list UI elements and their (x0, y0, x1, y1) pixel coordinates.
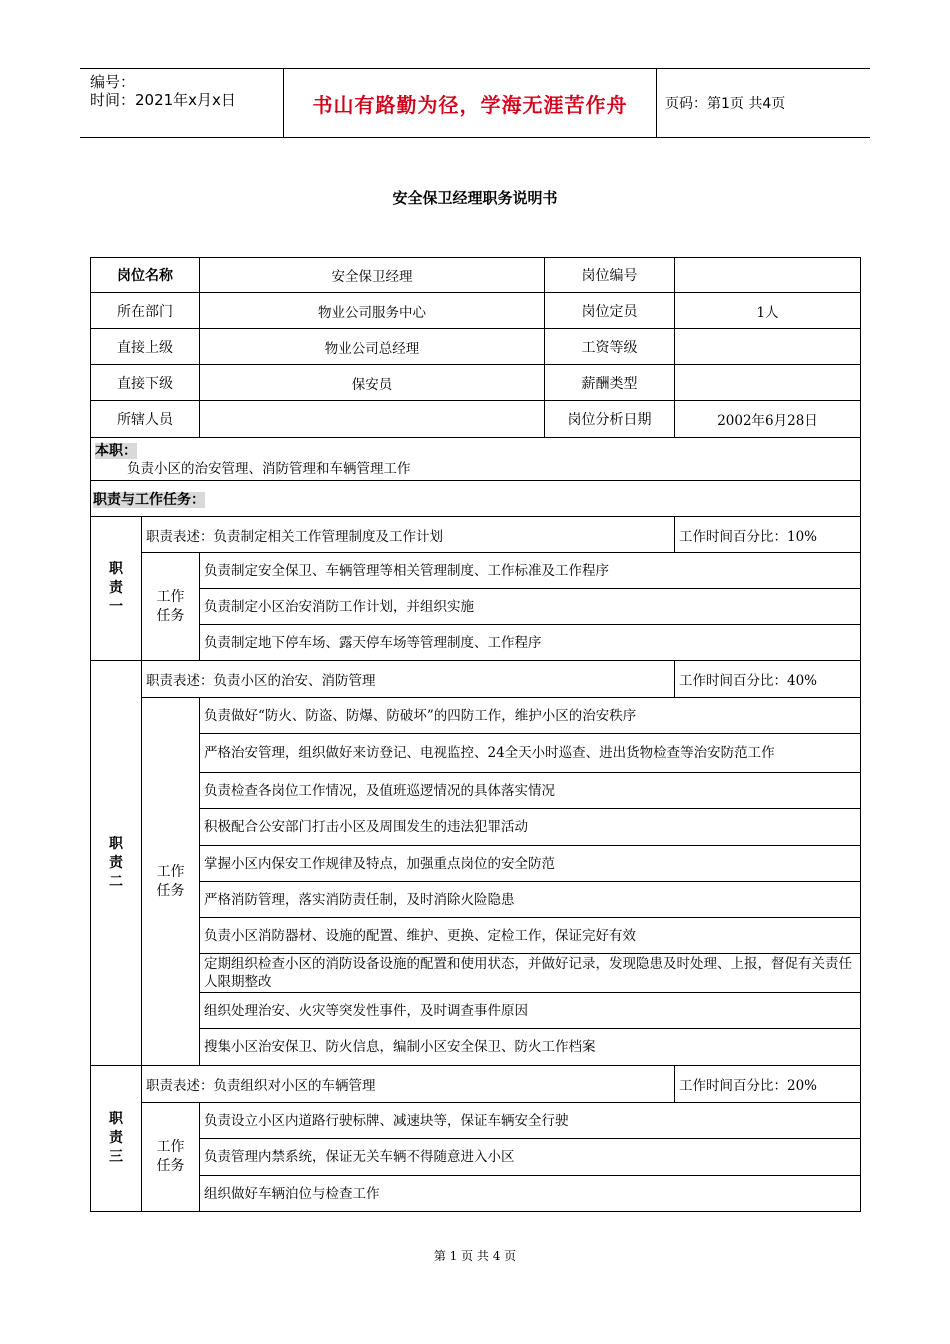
task-text: 负责管理内禁系统，保证无关车辆不得随意进入小区 (200, 1139, 861, 1176)
position-name-label: 岗位名称 (91, 258, 200, 293)
duty-description-prefix: 职责表述： (146, 673, 214, 689)
task-row (91, 698, 861, 734)
task-row (91, 882, 861, 918)
duties-body (91, 517, 861, 1212)
duty-description (142, 1066, 675, 1103)
time-percent-prefix: 工作时间百分比： (679, 1078, 787, 1094)
task-row (91, 846, 861, 882)
pay-type-label: 薪酬类型 (545, 365, 675, 401)
task-row (91, 1103, 861, 1139)
duty-description-prefix: 职责表述： (146, 528, 214, 545)
duty-description (142, 661, 675, 698)
task-text: 积极配合公安部门打击小区及周围发生的违法犯罪活动 (200, 809, 861, 846)
duties-section-row (91, 481, 861, 517)
superior-label: 直接上级 (91, 329, 200, 365)
duty-time-percent (675, 517, 861, 553)
task-text: 组织做好车辆泊位与检查工作 (200, 1176, 861, 1212)
number-label: 编号： (90, 73, 136, 91)
core-duty-text: 负责小区的治安管理、消防管理和车辆管理工作 (127, 461, 411, 477)
salary-grade-value (675, 329, 861, 365)
duty-description-text: 负责小区的治安、消防管理 (213, 673, 376, 689)
subordinate-label: 直接下级 (91, 365, 200, 401)
task-row (91, 1029, 861, 1066)
task-row (91, 993, 861, 1029)
header-page-label: 页码：第1页 共4页 (665, 96, 786, 112)
duty-name (91, 517, 142, 661)
duty-description-text: 负责组织对小区的车辆管理 (213, 1078, 376, 1094)
task-text: 负责做好“防火、防盗、防爆、防破坏”的四防工作，维护小区的治安秩序 (200, 698, 861, 734)
duty-desc-row (91, 661, 861, 698)
duty-name (91, 1066, 142, 1212)
task-label (142, 698, 200, 1066)
document-title: 安全保卫经理职务说明书 (392, 189, 558, 207)
time-percent-value: 10% (787, 528, 818, 545)
page-header (80, 68, 870, 138)
staff-value (200, 401, 545, 438)
time-percent-prefix: 工作时间百分比： (679, 528, 787, 545)
duty-time-percent (675, 1066, 861, 1103)
duty-name-text: 职责三 (109, 1111, 123, 1165)
task-label (142, 553, 200, 661)
task-text: 负责检查各岗位工作情况，及值班巡逻情况的具体落实情况 (200, 773, 861, 809)
info-row (91, 258, 861, 293)
task-text: 严格治安管理，组织做好来访登记、电视监控、24全天小时巡查、进出货物检查等治安防范工作 (200, 734, 861, 773)
core-duty-cell (91, 438, 861, 481)
task-row (91, 625, 861, 661)
task-text: 负责制定小区治安消防工作计划，并组织实施 (200, 589, 861, 625)
task-text: 定期组织检查小区的消防设备设施的配置和使用状态，并做好记录，发现隐患及时处理、上报，督促有关责任人限期整改 (200, 954, 861, 993)
task-row (91, 1139, 861, 1176)
task-row (91, 734, 861, 773)
duty-description-prefix: 职责表述： (146, 1078, 214, 1094)
task-label (142, 1103, 200, 1212)
task-text: 负责小区消防器材、设施的配置、维护、更换、定检工作，保证完好有效 (200, 918, 861, 954)
time-label: 时间：2021年x月x日 (90, 91, 236, 109)
analysis-date-label: 岗位分析日期 (545, 401, 675, 438)
headcount-value: 1人 (675, 293, 861, 329)
time-percent-prefix: 工作时间百分比： (679, 673, 787, 689)
pay-type-value (675, 365, 861, 401)
salary-grade-label: 工资等级 (545, 329, 675, 365)
position-name-value: 安全保卫经理 (200, 258, 545, 293)
info-row (91, 329, 861, 365)
task-label-text: 工作任务 (156, 1139, 185, 1174)
info-row (91, 401, 861, 438)
duty-desc-row (91, 1066, 861, 1103)
task-row (91, 589, 861, 625)
task-text: 严格消防管理，落实消防责任制，及时消除火险隐患 (200, 882, 861, 918)
department-value: 物业公司服务中心 (200, 293, 545, 329)
task-text: 掌握小区内保安工作规律及特点，加强重点岗位的安全防范 (200, 846, 861, 882)
position-no-value (675, 258, 861, 293)
job-description-table (90, 257, 861, 1212)
task-label-text: 工作任务 (156, 588, 185, 624)
task-row (91, 918, 861, 954)
page-footer: 第 1 页 共 4 页 (433, 1249, 517, 1263)
duty-name-text: 职责二 (109, 835, 123, 890)
department-label: 所在部门 (91, 293, 200, 329)
core-duty-row (91, 438, 861, 481)
duty-desc-row (91, 517, 861, 553)
task-text: 搜集小区治安保卫、防火信息，编制小区安全保卫、防火工作档案 (200, 1029, 861, 1066)
task-row (91, 1176, 861, 1212)
task-row (91, 954, 861, 993)
analysis-date-value: 2002年6月28日 (675, 401, 861, 438)
subordinate-value: 保安员 (200, 365, 545, 401)
staff-label: 所辖人员 (91, 401, 200, 438)
duty-time-percent (675, 661, 861, 698)
task-text: 组织处理治安、火灾等突发性事件，及时调查事件原因 (200, 993, 861, 1029)
header-meta (90, 73, 280, 109)
task-label-text: 工作任务 (156, 863, 185, 899)
task-row (91, 553, 861, 589)
duty-name (91, 661, 142, 1066)
core-duty-label: 本职： (95, 443, 137, 459)
info-row (91, 365, 861, 401)
superior-value: 物业公司总经理 (200, 329, 545, 365)
time-percent-value: 40% (787, 673, 818, 689)
task-text: 负责制定安全保卫、车辆管理等相关管理制度、工作标准及工作程序 (200, 553, 861, 589)
header-motto: 书山有路勤为径，学海无涯苦作舟 (283, 69, 657, 137)
task-text: 负责设立小区内道路行驶标牌、减速块等，保证车辆安全行驶 (200, 1103, 861, 1139)
position-no-label: 岗位编号 (545, 258, 675, 293)
task-row (91, 773, 861, 809)
headcount-label: 岗位定员 (545, 293, 675, 329)
duty-description (142, 517, 675, 553)
time-percent-value: 20% (787, 1078, 818, 1094)
duty-description-text: 负责制定相关工作管理制度及工作计划 (213, 528, 443, 545)
duties-section-label: 职责与工作任务： (91, 481, 861, 517)
task-row (91, 809, 861, 846)
info-row (91, 293, 861, 329)
duty-name-text: 职责一 (109, 561, 123, 615)
task-text: 负责制定地下停车场、露天停车场等管理制度、工作程序 (200, 625, 861, 661)
